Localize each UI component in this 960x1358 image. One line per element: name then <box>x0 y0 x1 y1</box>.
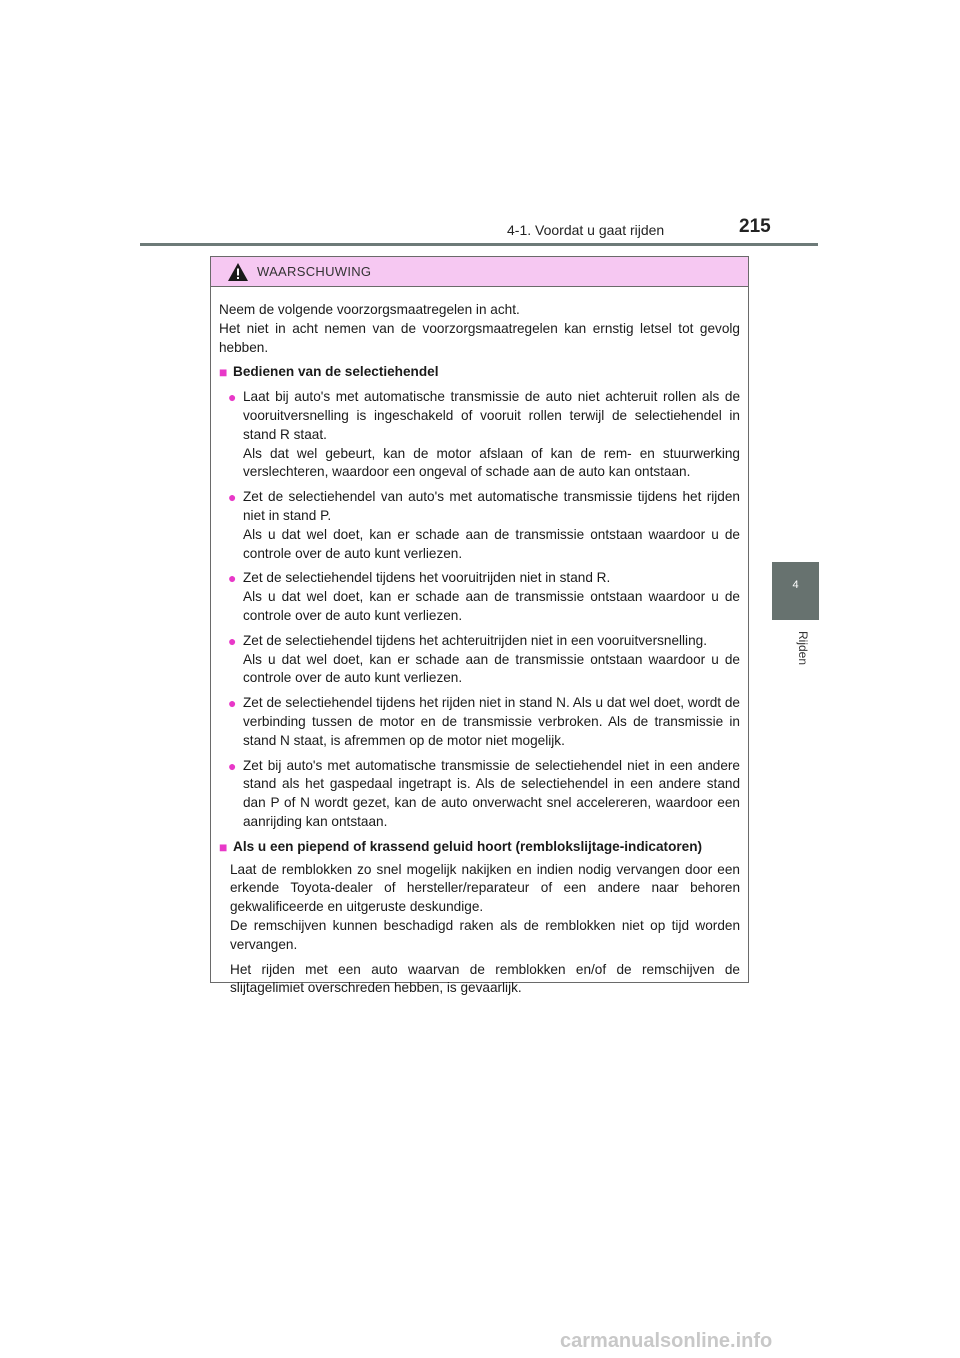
list-item: ● Zet de selectiehendel tijdens het achteruitrijden niet in een vooruitversnelling. Als u dat wel doet, kan er schade aan de transmissie ontstaan waardoor u de controle over de auto kunt verliezen. <box>219 632 740 688</box>
chapter-tab <box>772 562 819 620</box>
round-bullet-icon: ● <box>228 570 237 587</box>
round-bullet-icon: ● <box>228 632 237 649</box>
intro-line: Neem de volgende voorzorgsmaatregelen in acht. <box>219 302 520 317</box>
paragraph: Het rijden met een auto waarvan de remblokken en/of de remschijven de slijtagelimiet overschreden hebben, is gevaarlijk. <box>230 961 740 996</box>
chapter-label: Rijden <box>796 631 810 666</box>
warning-body <box>211 287 748 998</box>
round-bullet-icon: ● <box>228 757 237 774</box>
round-bullet-icon: ● <box>228 389 237 406</box>
warning-header <box>211 257 748 287</box>
page-number: 215 <box>739 216 771 237</box>
square-bullet-icon: ■ <box>219 364 228 381</box>
chapter-number: 4 <box>792 579 799 591</box>
round-bullet-icon: ● <box>228 489 237 506</box>
warning-title: WAARSCHUWING <box>257 264 372 279</box>
list-item: ● Zet de selectiehendel tijdens het rijden niet in stand N. Als u dat wel doet, wordt de verbinding tussen de motor en de transmissie verbroken. Als de transmissie in stand N staat, is afremmen op de motor niet mogelijk. <box>219 694 740 750</box>
list-item: ● Zet de selectiehendel tijdens het vooruitrijden niet in stand R. Als u dat wel doet, kan er schade aan de transmissie ontstaan waardoor u de controle over de auto kunt verliezen. <box>219 569 740 625</box>
header-divider <box>140 243 818 246</box>
list-item: ● Zet de selectiehendel van auto's met automatische transmissie tijdens het rijden niet in stand P. Als u dat wel doet, kan er schade aan de transmissie ontstaan waardoor u de controle over de auto kunt verliezen. <box>219 488 740 563</box>
paragraph: Laat de remblokken zo snel mogelijk nakijken en indien nodig vervangen door een erkende Toyota-dealer of hersteller/reparateur of een andere naar behoren gekwalificeerde en uitgeruste deskundige. De remschijven kunnen beschadigd raken als de remblokken niet op tijd worden vervangen. <box>230 861 740 952</box>
list-item: ● Laat bij auto's met automatische transmissie de auto niet achteruit rollen als de vooruitversnelling is ingeschakeld of vooruit rollen terwijl de selectiehendel in stand R staat. Als dat wel gebeurt, kan de motor afslaan of kan de rem- en stuurwerking verslechteren, waardoor een ongeval of schade aan de auto kan ontstaan. <box>219 388 740 482</box>
square-bullet-icon: ■ <box>219 838 228 855</box>
round-bullet-icon: ● <box>228 695 237 712</box>
warning-triangle-icon <box>227 262 249 282</box>
watermark: carmanualsonline.info <box>560 1330 773 1352</box>
section-heading: ■ Als u een piepend of krassend geluid hoort (remblokslijtage-indicatoren) <box>219 838 703 855</box>
section-heading: ■ Bedienen van de selectiehendel <box>219 364 439 381</box>
warning-box <box>210 256 749 996</box>
intro-line: Het niet in acht nemen van de voorzorgsmaatregelen kan ernstig letsel tot gevolg hebben. <box>219 320 740 355</box>
section-title: 4-1. Voordat u gaat rijden <box>507 222 665 238</box>
page-header <box>0 0 960 250</box>
list-item: ● Zet bij auto's met automatische transmissie de selectiehendel niet in een andere stand als het gaspedaal ingetrapt is. Als de selectiehendel in een andere stand dan P of N wordt gezet, kan de auto onverwacht snel accelereren, waardoor een aanrijding kan ontstaan. <box>219 757 740 832</box>
